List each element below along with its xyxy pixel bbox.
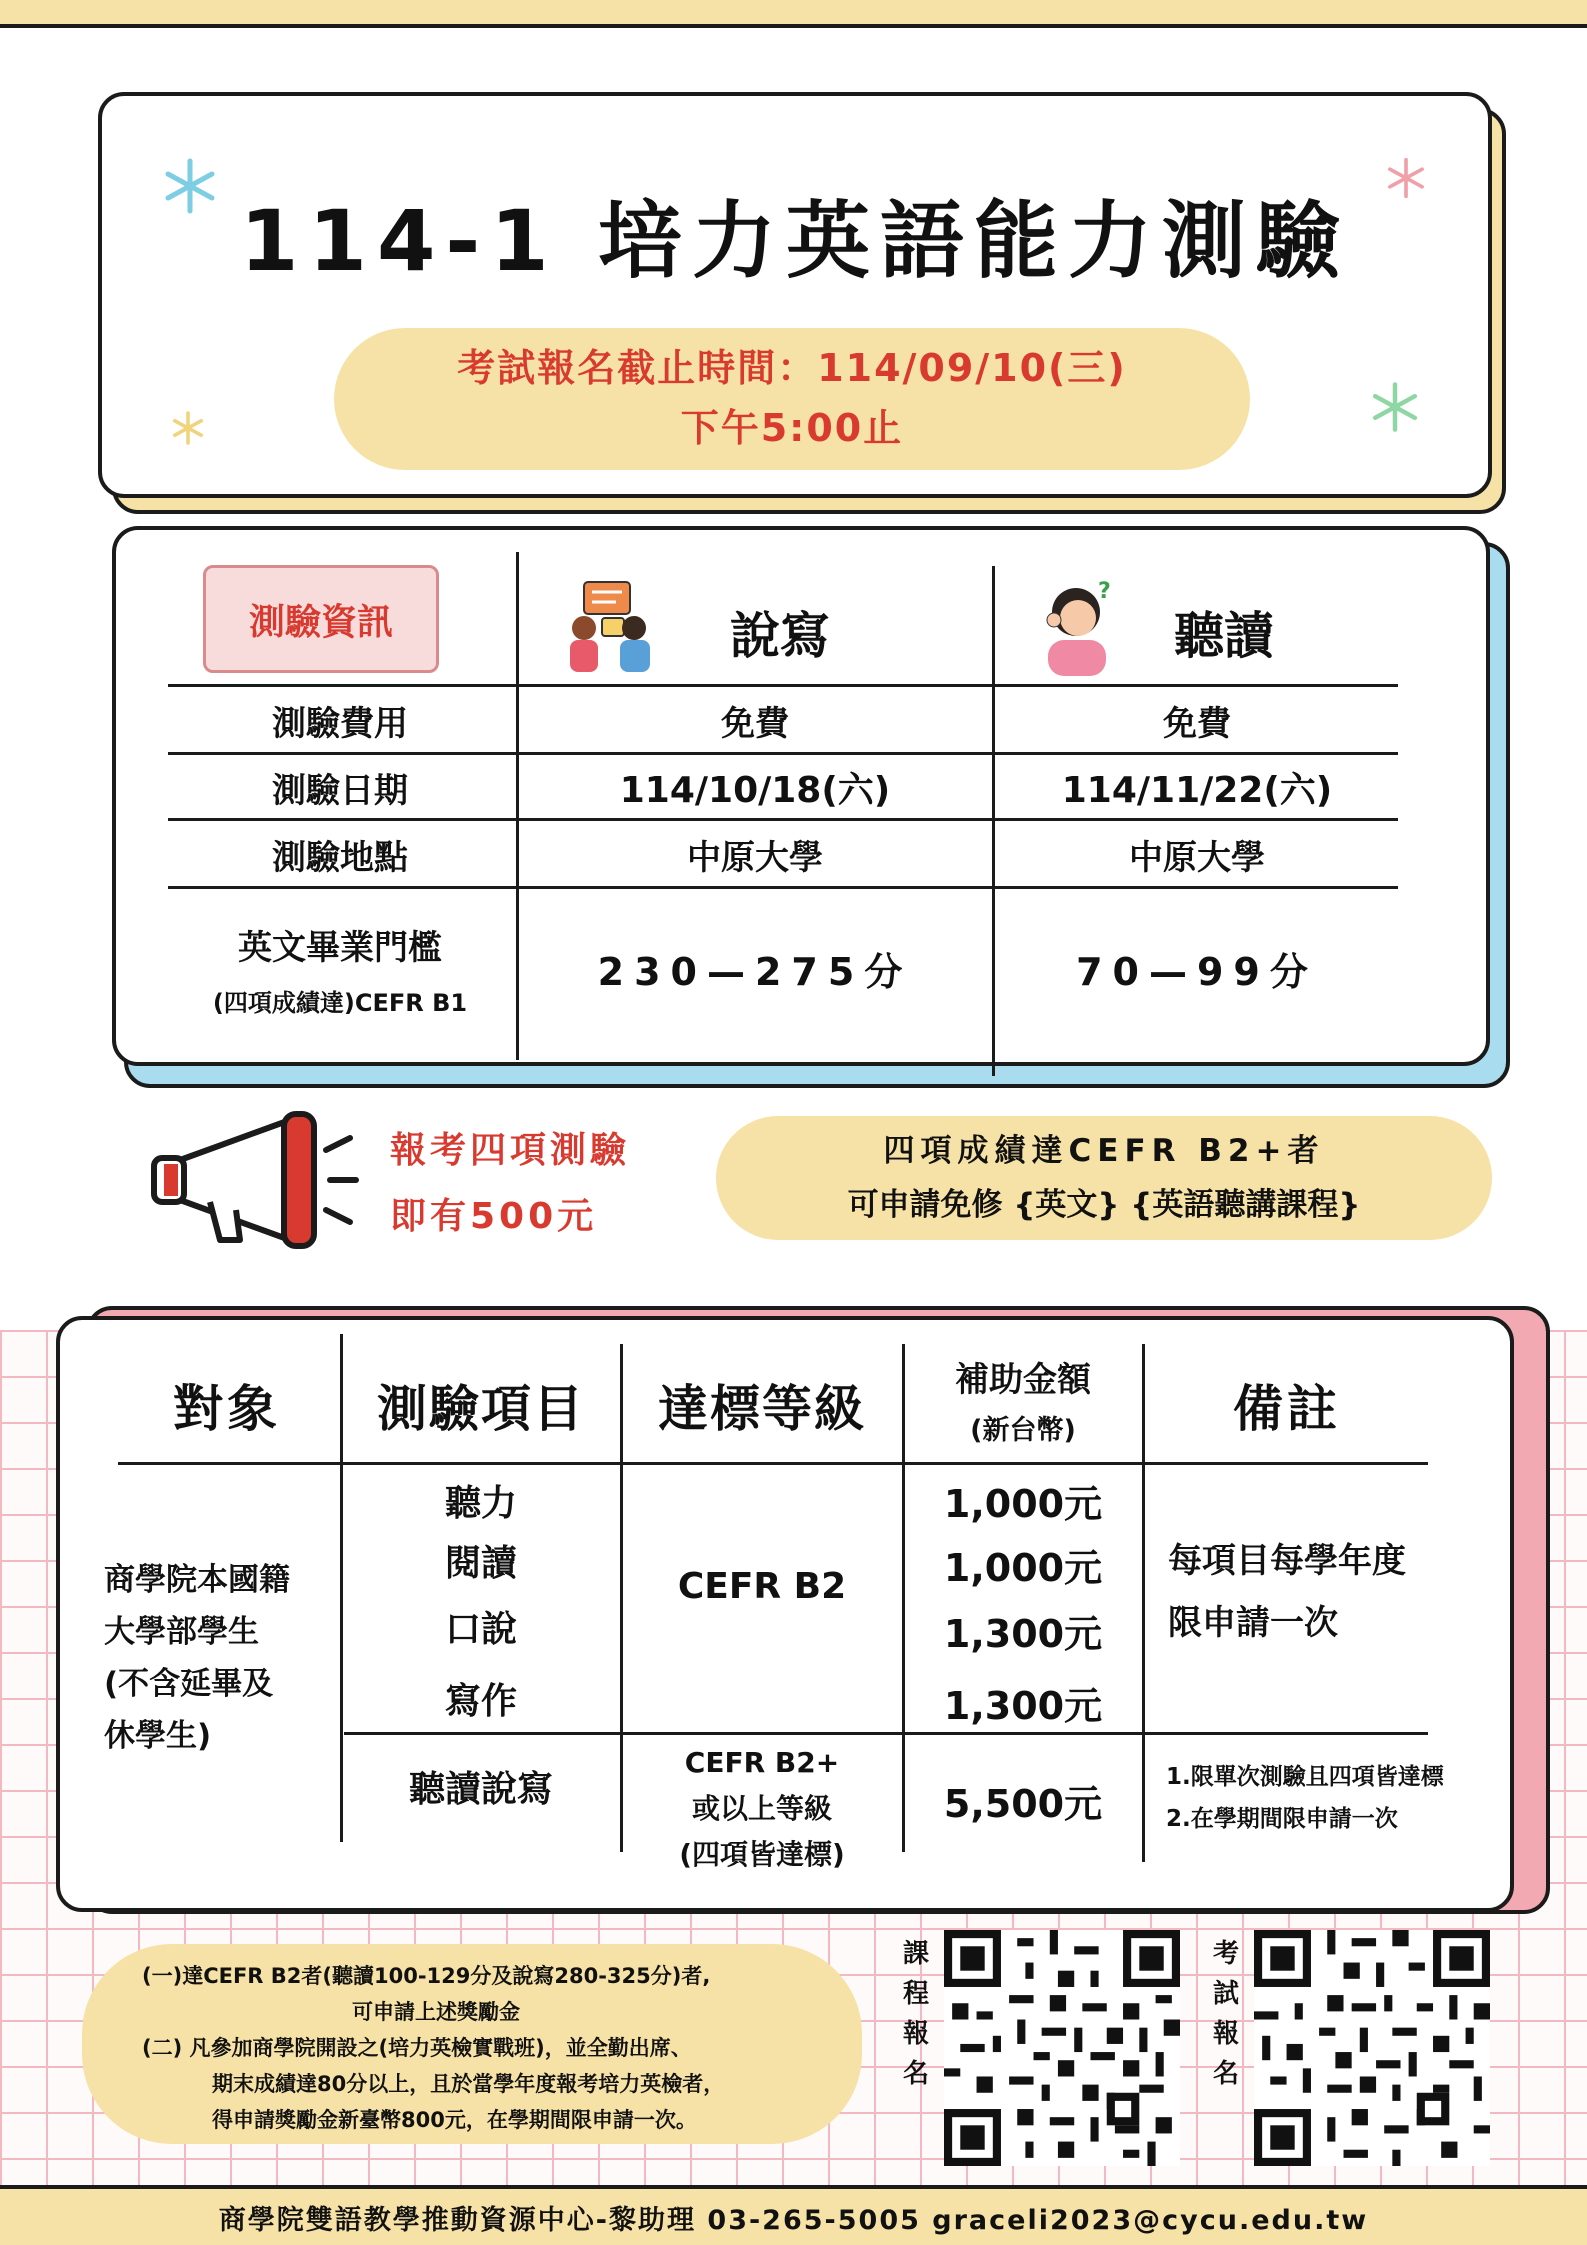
threshold-sublabel: (四項成績達)CEFR B1 bbox=[212, 988, 468, 1017]
exam-registration-qr-icon[interactable] bbox=[1254, 1930, 1490, 2166]
sparkle-icon bbox=[1384, 156, 1428, 200]
table-divider bbox=[168, 684, 1398, 687]
single-note-line2: 限申請一次 bbox=[1168, 1603, 1338, 1643]
header-note: 備註 bbox=[1233, 1380, 1341, 1438]
target-line: (不含延畢及 bbox=[104, 1666, 274, 1702]
combo-level bbox=[624, 1740, 900, 1878]
amount-reading: 1,000元 bbox=[943, 1545, 1103, 1590]
location-listening-reading: 中原大學 bbox=[1129, 837, 1265, 878]
combo-level-line: CEFR B2+ bbox=[684, 1746, 840, 1779]
table-divider bbox=[992, 566, 995, 1076]
notes-box bbox=[82, 1944, 862, 2144]
combo-level-line: 或以上等級 bbox=[691, 1792, 832, 1825]
table-divider bbox=[168, 752, 1398, 755]
deadline-banner bbox=[334, 328, 1250, 470]
title-card bbox=[98, 92, 1492, 498]
conversation-icon bbox=[562, 578, 658, 674]
row-label-date: 測驗日期 bbox=[272, 770, 408, 811]
combo-note bbox=[1166, 1756, 1444, 1840]
target-description bbox=[104, 1554, 290, 1762]
top-band bbox=[0, 0, 1587, 28]
table-divider bbox=[902, 1344, 905, 1852]
combo-note-line1: 1.限單次測驗且四項皆達標 bbox=[1166, 1764, 1444, 1790]
header-target: 對象 bbox=[173, 1380, 281, 1438]
item-listening: 聽力 bbox=[444, 1482, 517, 1524]
header-amount: 補助金額 bbox=[955, 1359, 1091, 1400]
deadline-date: 考試報名截止時間：114/09/10(三) bbox=[457, 346, 1127, 390]
listening-person-icon bbox=[1034, 576, 1124, 676]
promo-reward-line1: 報考四項測驗 bbox=[390, 1130, 631, 1171]
table-divider bbox=[168, 818, 1398, 821]
col-listening-reading: 聽讀 bbox=[1174, 607, 1274, 665]
combo-level-line: (四項皆達標) bbox=[679, 1838, 845, 1871]
threshold-label: 英文畢業門檻 bbox=[238, 927, 442, 968]
table-divider bbox=[168, 886, 1398, 889]
single-note-line1: 每項目每學年度 bbox=[1168, 1541, 1406, 1581]
sparkle-icon bbox=[170, 410, 206, 446]
target-line: 大學部學生 bbox=[104, 1614, 259, 1650]
footer-contact: 商學院雙語教學推動資源中心-黎助理 03-265-5005 graceli2023@cycu.edu.tw bbox=[0, 2185, 1587, 2245]
sparkle-icon bbox=[160, 156, 220, 216]
header-level: 達標等級 bbox=[658, 1380, 866, 1438]
note-line: 可申請上述獎勵金 bbox=[352, 2000, 520, 2024]
note-line: (二) 凡參加商學院開設之(培力英檢實戰班)，並全勤出席、 bbox=[142, 2036, 692, 2060]
threshold-speaking-writing: 230—275分 bbox=[597, 949, 913, 994]
deadline-time: 下午5:00止 bbox=[680, 406, 904, 450]
table-divider bbox=[620, 1344, 623, 1852]
note-line: (一)達CEFR B2者(聽讀100-129分及說寫280-325分)者, bbox=[142, 1964, 711, 1988]
item-reading: 閱讀 bbox=[444, 1542, 517, 1584]
test-info-badge: 測驗資訊 bbox=[203, 565, 439, 673]
single-level: CEFR B2 bbox=[677, 1565, 847, 1607]
row-label-fee: 測驗費用 bbox=[272, 703, 408, 744]
exemption-line2: 可申請免修 {英文} {英語聽講課程} bbox=[847, 1187, 1361, 1223]
table-divider bbox=[340, 1334, 343, 1842]
date-speaking-writing: 114/10/18(六) bbox=[619, 769, 891, 811]
threshold-listening-reading: 70—99分 bbox=[1076, 949, 1318, 994]
item-writing: 寫作 bbox=[444, 1680, 517, 1722]
note-line: 得申請獎勵金新臺幣800元，在學期間限申請一次。 bbox=[212, 2108, 697, 2132]
promo-reward bbox=[390, 1118, 630, 1250]
header-amount-unit: (新台幣) bbox=[970, 1414, 1076, 1446]
single-note bbox=[1168, 1530, 1406, 1654]
amount-speaking: 1,300元 bbox=[943, 1611, 1103, 1656]
amount-writing: 1,300元 bbox=[943, 1683, 1103, 1728]
date-listening-reading: 114/11/22(六) bbox=[1061, 769, 1333, 811]
table-divider bbox=[1142, 1344, 1145, 1862]
exemption-banner bbox=[716, 1116, 1492, 1240]
row-label-location: 測驗地點 bbox=[272, 837, 408, 878]
amount-listening: 1,000元 bbox=[943, 1481, 1103, 1526]
col-speaking-writing: 說寫 bbox=[730, 607, 830, 665]
item-speaking: 口說 bbox=[444, 1608, 517, 1650]
course-registration-label: 課程報名 bbox=[902, 1939, 929, 2089]
exemption-line1: 四項成績達CEFR B2+者 bbox=[883, 1133, 1325, 1169]
megaphone-icon bbox=[140, 1110, 360, 1250]
target-line: 休學生) bbox=[104, 1718, 212, 1754]
course-registration-qr-icon[interactable] bbox=[944, 1930, 1180, 2166]
table-divider bbox=[344, 1732, 1428, 1735]
sparkle-icon bbox=[1368, 380, 1422, 434]
page-title: 114-1 培力英語能力測驗 bbox=[240, 192, 1350, 290]
location-speaking-writing: 中原大學 bbox=[687, 837, 823, 878]
amount-combined: 5,500元 bbox=[943, 1781, 1103, 1826]
item-combined: 聽讀說寫 bbox=[408, 1768, 553, 1810]
fee-speaking-writing: 免費 bbox=[721, 703, 789, 744]
table-divider bbox=[118, 1462, 1428, 1465]
combo-note-line2: 2.在學期間限申請一次 bbox=[1166, 1806, 1398, 1832]
exam-registration-label: 考試報名 bbox=[1212, 1939, 1239, 2089]
target-line: 商學院本國籍 bbox=[104, 1562, 290, 1598]
promo-reward-line2: 即有500元 bbox=[390, 1196, 598, 1237]
note-line: 期末成績達80分以上，且於當學年度報考培力英檢者， bbox=[212, 2072, 725, 2096]
fee-listening-reading: 免費 bbox=[1163, 703, 1231, 744]
svg-text:?: ? bbox=[1098, 579, 1111, 604]
header-test-items: 測驗項目 bbox=[377, 1380, 585, 1438]
